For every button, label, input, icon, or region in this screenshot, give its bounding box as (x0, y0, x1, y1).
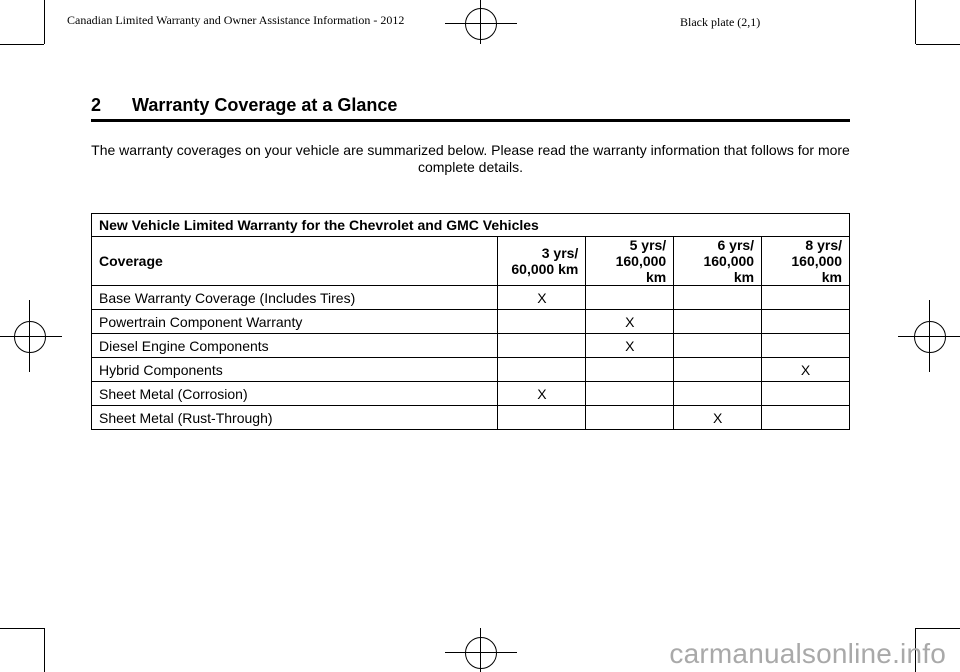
coverage-mark: X (674, 406, 762, 430)
section-number: 2 (91, 95, 102, 115)
coverage-mark (586, 286, 674, 310)
table-row (92, 334, 850, 358)
section-heading (91, 95, 850, 122)
document-header-title: Canadian Limited Warranty and Owner Assistance Information - 2012 (67, 13, 405, 27)
table-row (92, 286, 850, 310)
coverage-mark (498, 310, 586, 334)
coverage-mark (586, 358, 674, 382)
coverage-mark (762, 406, 850, 430)
term-column-header: 5 yrs/ 160,000 km (586, 237, 674, 286)
coverage-mark (762, 382, 850, 406)
coverage-label: Base Warranty Coverage (Includes Tires) (92, 286, 498, 310)
coverage-mark: X (586, 334, 674, 358)
coverage-mark (498, 358, 586, 382)
table-row (92, 406, 850, 430)
coverage-mark: X (498, 286, 586, 310)
table-title: New Vehicle Limited Warranty for the Chevrolet and GMC Vehicles (92, 214, 850, 237)
table-header-row (92, 237, 850, 286)
table-row (92, 358, 850, 382)
coverage-mark (498, 406, 586, 430)
coverage-mark (762, 334, 850, 358)
warranty-table (91, 213, 850, 430)
coverage-column-header: Coverage (92, 237, 498, 286)
section-title: Warranty Coverage at a Glance (132, 95, 398, 115)
term-column-header: 3 yrs/ 60,000 km (498, 237, 586, 286)
coverage-mark: X (498, 382, 586, 406)
coverage-mark: X (586, 310, 674, 334)
term-column-header: 6 yrs/ 160,000 km (674, 237, 762, 286)
plate-label: Black plate (2,1) (680, 15, 761, 29)
coverage-mark (674, 334, 762, 358)
coverage-mark (674, 382, 762, 406)
coverage-mark (586, 406, 674, 430)
watermark-text: carmanualsonline.info (669, 638, 946, 669)
coverage-mark (674, 358, 762, 382)
coverage-mark (762, 286, 850, 310)
coverage-mark (586, 382, 674, 406)
coverage-label: Hybrid Components (92, 358, 498, 382)
coverage-mark (498, 334, 586, 358)
coverage-mark (674, 286, 762, 310)
coverage-label: Diesel Engine Components (92, 334, 498, 358)
coverage-label: Sheet Metal (Rust-Through) (92, 406, 498, 430)
table-row (92, 382, 850, 406)
coverage-mark (762, 310, 850, 334)
coverage-mark (674, 310, 762, 334)
coverage-label: Sheet Metal (Corrosion) (92, 382, 498, 406)
table-row (92, 310, 850, 334)
coverage-mark: X (762, 358, 850, 382)
intro-paragraph: The warranty coverages on your vehicle are summarized below. Please read the warranty information that follows for more complete details. (91, 142, 850, 175)
coverage-label: Powertrain Component Warranty (92, 310, 498, 334)
term-column-header: 8 yrs/ 160,000 km (762, 237, 850, 286)
